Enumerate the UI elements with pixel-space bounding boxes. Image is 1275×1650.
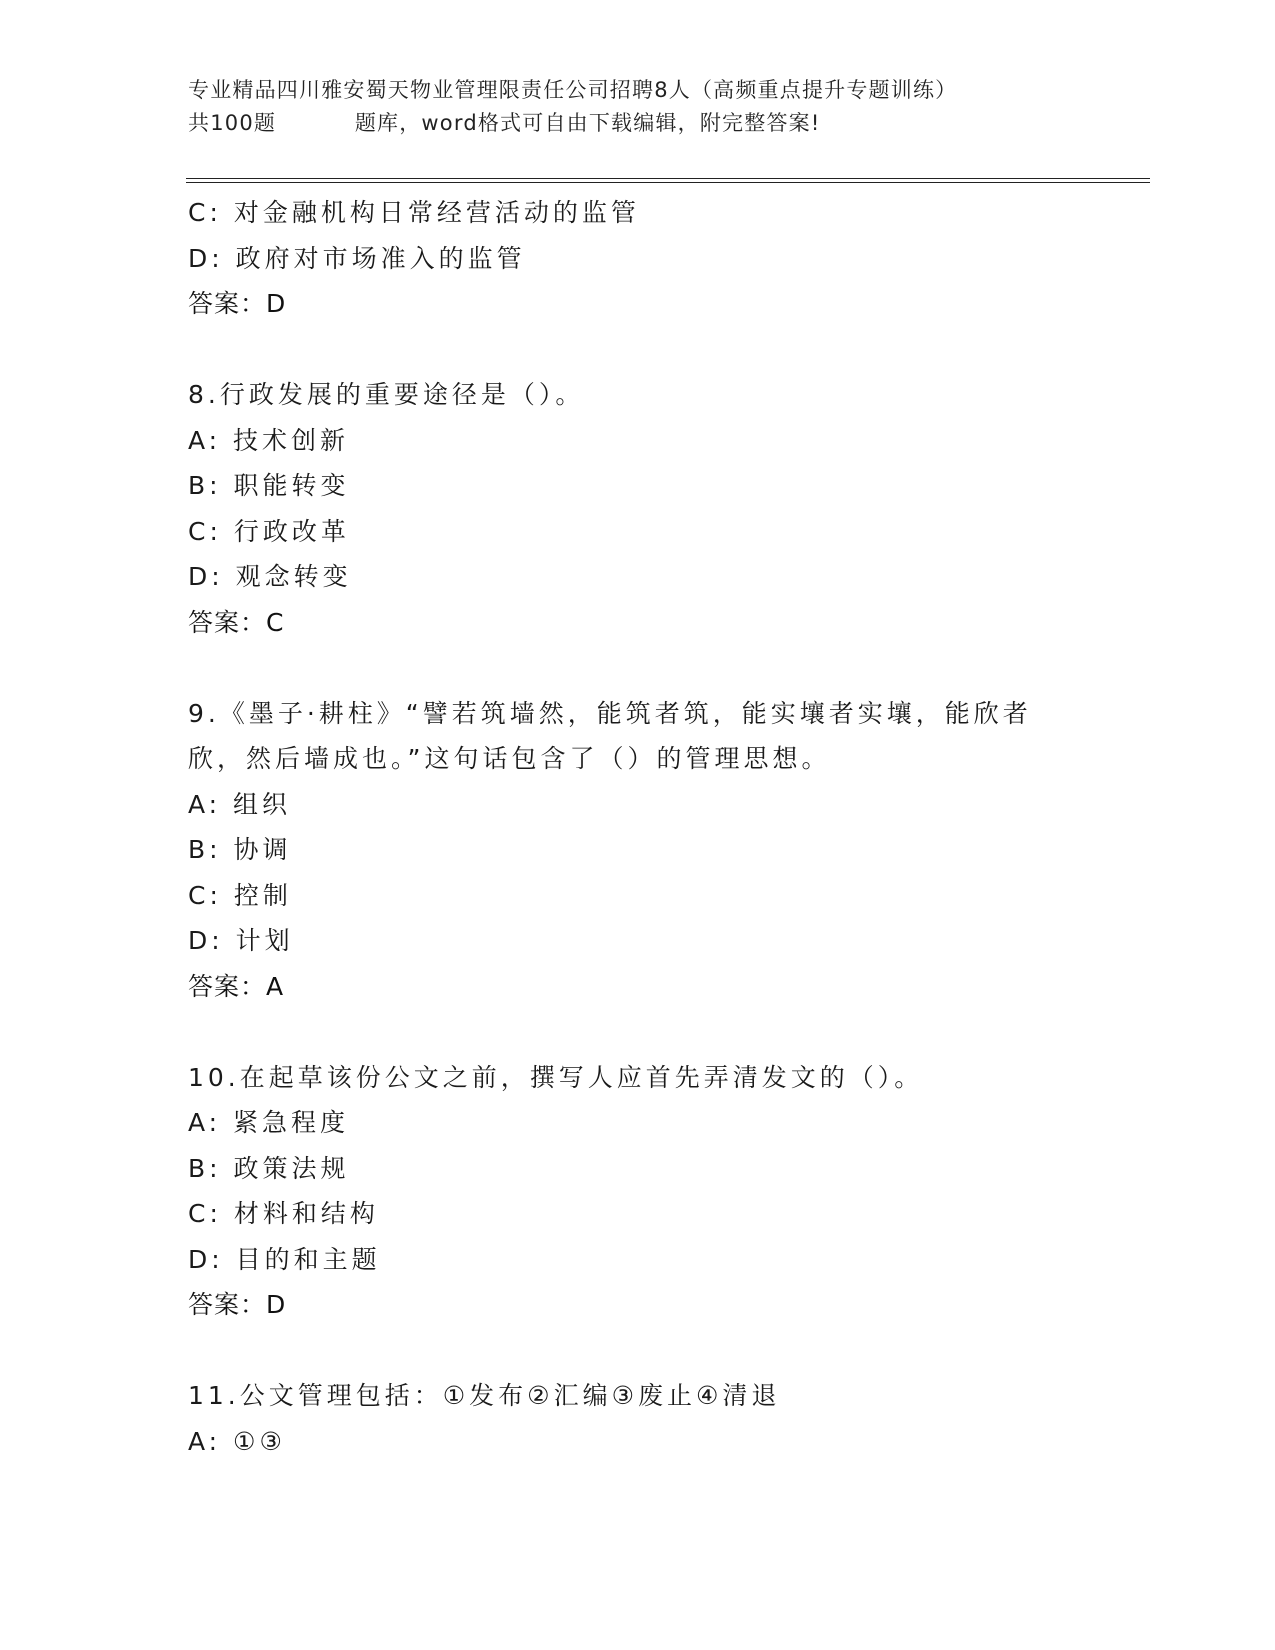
question-block-10	[188, 1055, 1088, 1328]
document-body	[188, 190, 1088, 1464]
document-header	[188, 74, 1088, 140]
option-b: B: 协调	[188, 835, 292, 864]
question-text: 9.《墨子·耕柱》“譬若筑墙然，能筑者筑，能实壤者实壤，能欣者	[188, 698, 1032, 728]
option-a: A: 技术创新	[188, 425, 350, 455]
option-d: D: 政府对市场准入的监管	[188, 243, 526, 273]
option-d: D: 目的和主题	[188, 1244, 381, 1274]
answer-line: 答案：C	[188, 607, 285, 637]
question-block-8	[188, 372, 1088, 645]
header-divider-top	[186, 178, 1150, 179]
spacer	[188, 327, 1088, 373]
answer-line: 答案：D	[188, 289, 287, 318]
question-text: 8.行政发展的重要途径是（）。	[188, 380, 585, 409]
answer-line: 答案：D	[188, 1290, 287, 1319]
option-c: C: 控制	[188, 880, 292, 910]
option-b: B: 职能转变	[188, 471, 350, 500]
option-d: D: 计划	[188, 926, 294, 955]
option-a: A: 组织	[188, 789, 292, 819]
option-d: D: 观念转变	[188, 562, 352, 591]
option-a: A: 紧急程度	[188, 1108, 350, 1137]
option-b: B: 政策法规	[188, 1153, 350, 1183]
spacer	[188, 1009, 1088, 1055]
option-c: C: 对金融机构日常经营活动的监管	[188, 198, 640, 227]
question-text: 11.公文管理包括：①发布②汇编③废止④清退	[188, 1381, 781, 1410]
header-divider-bottom	[186, 182, 1150, 183]
spacer	[188, 645, 1088, 691]
question-block-11	[188, 1373, 1088, 1464]
question-text-continued: 欣，然后墙成也。”这句话包含了（）的管理思想。	[188, 744, 831, 773]
question-block-7	[188, 190, 1088, 327]
question-text: 10.在起草该份公文之前，撰写人应首先弄清发文的（）。	[188, 1062, 924, 1092]
spacer	[188, 1328, 1088, 1374]
option-a: A: ①③	[188, 1426, 286, 1456]
header-subtitle: 共100题 题库，word格式可自由下载编辑，附完整答案!	[188, 111, 821, 135]
header-title: 专业精品四川雅安蜀天物业管理限责任公司招聘8人（高频重点提升专题训练）	[188, 78, 958, 102]
question-block-9	[188, 691, 1088, 1010]
option-c: C: 材料和结构	[188, 1199, 379, 1228]
answer-line: 答案：A	[188, 971, 285, 1001]
option-c: C: 行政改革	[188, 516, 350, 546]
